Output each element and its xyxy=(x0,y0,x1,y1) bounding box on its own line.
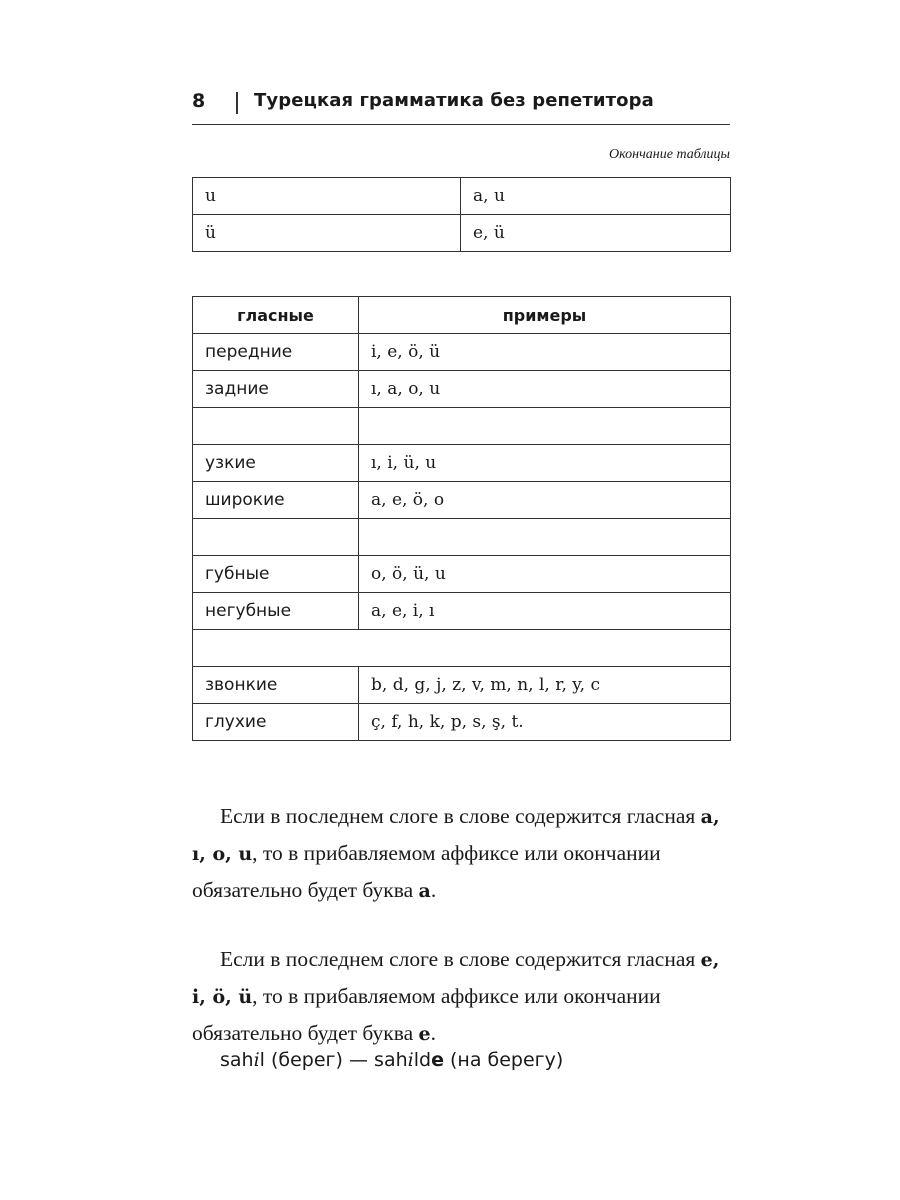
example-word-italic: i xyxy=(253,1049,260,1071)
paragraph-text: Если в последнем слоге в слове содержится гласная xyxy=(220,804,701,828)
examples-cell xyxy=(359,519,731,556)
category-cell xyxy=(193,519,359,556)
paragraph-text: . xyxy=(430,1021,436,1045)
merged-empty-cell xyxy=(193,630,731,667)
examples-cell: i, e, ö, ü xyxy=(359,334,731,371)
table-cell: ü xyxy=(193,215,461,252)
example-word: l xyxy=(259,1049,265,1071)
table-row-empty-merged xyxy=(193,630,731,667)
table-row xyxy=(193,593,731,630)
example-result: ld xyxy=(413,1049,432,1071)
example-result: sah xyxy=(374,1049,408,1071)
example-word: sah xyxy=(220,1049,254,1071)
page-header xyxy=(192,88,730,125)
table-row xyxy=(193,215,731,252)
table-row-empty xyxy=(193,408,731,445)
vowels-bold: a, ı, o, u xyxy=(192,806,720,865)
examples-cell: b, d, g, j, z, v, m, n, l, r, y, c xyxy=(359,667,731,704)
paragraph-text: . xyxy=(430,878,437,902)
table-cell: a, u xyxy=(461,178,731,215)
category-cell: задние xyxy=(193,371,359,408)
category-cell xyxy=(193,408,359,445)
table-row xyxy=(193,334,731,371)
table-row xyxy=(193,371,731,408)
category-cell: негубные xyxy=(193,593,359,630)
paragraph-text: , то в прибавляемом аффиксе или окончании обязательно будет буква xyxy=(192,841,661,902)
category-cell: передние xyxy=(193,334,359,371)
vowels-bold: e, i, ö, ü xyxy=(192,949,720,1008)
example-result-bold: e xyxy=(431,1049,444,1071)
table-row xyxy=(193,178,731,215)
category-cell: губные xyxy=(193,556,359,593)
examples-cell: a, e, i, ı xyxy=(359,593,731,630)
table-header-row xyxy=(193,297,731,334)
table-row-empty xyxy=(193,519,731,556)
table-cell: u xyxy=(193,178,461,215)
book-title: Турецкая грамматика без репетитора xyxy=(254,90,654,111)
column-header-vowels: гласные xyxy=(193,297,359,334)
examples-cell: ı, a, o, u xyxy=(359,371,731,408)
examples-cell: ı, i, ü, u xyxy=(359,445,731,482)
examples-cell: a, e, ö, o xyxy=(359,482,731,519)
page-number: 8 xyxy=(192,90,206,112)
table-row xyxy=(193,667,731,704)
paragraph-text: Если в последнем слоге в слове содержится гласная xyxy=(220,947,701,971)
examples-cell: ç, f, h, k, p, s, ş, t. xyxy=(359,704,731,741)
table-continuation xyxy=(192,177,731,252)
rule-paragraph-back-vowels xyxy=(192,798,732,909)
examples-cell: o, ö, ü, u xyxy=(359,556,731,593)
category-cell: звонкие xyxy=(193,667,359,704)
example-line xyxy=(220,1049,563,1071)
letter-bold: e xyxy=(418,1023,431,1045)
example-result-italic: i xyxy=(407,1049,414,1071)
examples-cell xyxy=(359,408,731,445)
table-row xyxy=(193,445,731,482)
header-separator xyxy=(236,92,238,114)
category-cell: узкие xyxy=(193,445,359,482)
table-row xyxy=(193,482,731,519)
example-translation: (на берегу) xyxy=(443,1049,564,1071)
table-cell: e, ü xyxy=(461,215,731,252)
category-cell: широкие xyxy=(193,482,359,519)
vowels-consonants-table xyxy=(192,296,731,741)
table-row xyxy=(193,704,731,741)
category-cell: глухие xyxy=(193,704,359,741)
paragraph-text: , то в прибавляемом аффиксе или окончании обязательно будет буква xyxy=(192,984,661,1045)
column-header-examples: примеры xyxy=(359,297,731,334)
rule-paragraph-front-vowels xyxy=(192,941,732,1052)
letter-bold: a xyxy=(418,880,431,902)
example-translation: (берег) — xyxy=(264,1049,375,1071)
table-row xyxy=(193,556,731,593)
table-caption: Окончание таблицы xyxy=(609,147,730,162)
